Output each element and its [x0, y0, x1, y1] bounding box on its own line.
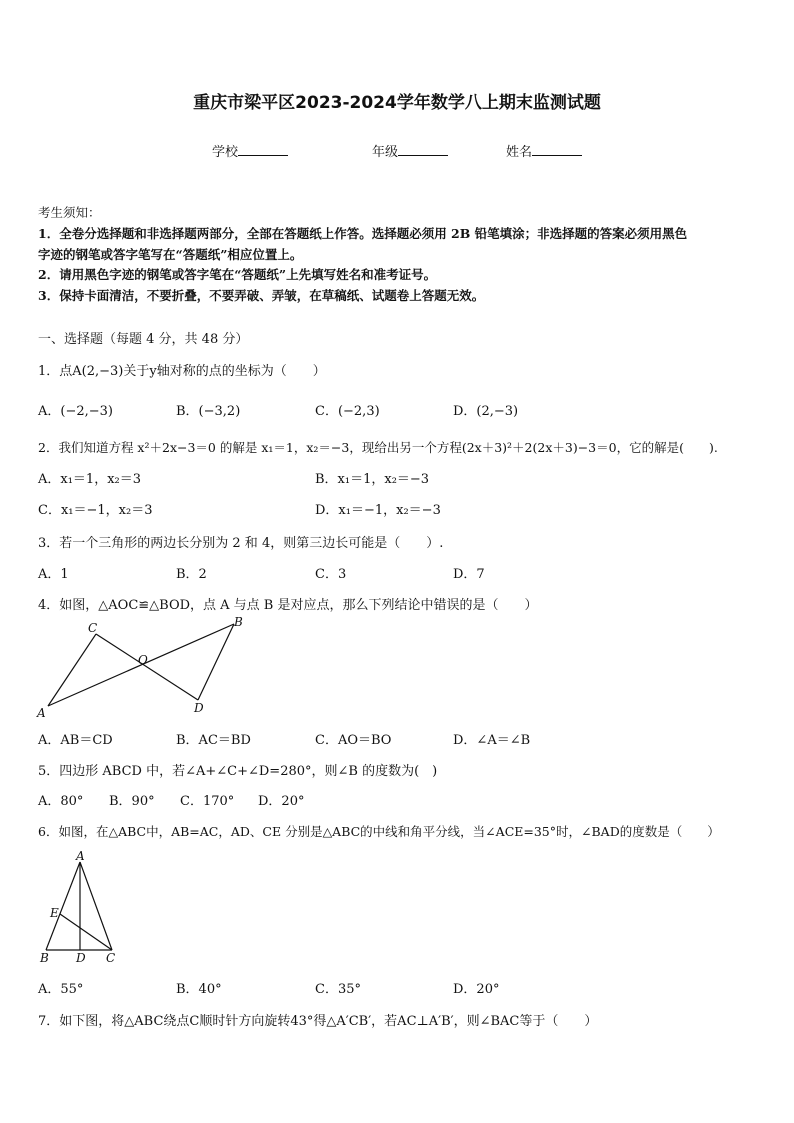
- label-a: A: [37, 706, 46, 720]
- label-d: D: [76, 951, 86, 965]
- q2-option-b[interactable]: B．x₁＝1，x₂＝−3: [315, 472, 430, 487]
- question-7-stem: 7．如下图，将△ABC绕点C顺时针方向旋转43°得△A′CB′，若AC⊥A′B′，则∠BAC等于（ ）: [38, 1014, 598, 1029]
- q3-option-b[interactable]: B．2: [176, 567, 207, 582]
- q3-option-d[interactable]: D．7: [453, 567, 485, 582]
- notice-heading: 考生须知：: [38, 205, 101, 220]
- label-b: B: [40, 951, 49, 965]
- notice-item-1b: 字迹的钢笔或答字笔写在“答题纸”相应位置上。: [38, 247, 303, 262]
- q6-option-d[interactable]: D．20°: [453, 982, 500, 997]
- notice-item-3: 3．保持卡面清洁，不要折叠，不要弄破、弄皱，在草稿纸、试题卷上答题无效。: [38, 288, 485, 303]
- segment-ce: [60, 914, 112, 950]
- q6-figure: [38, 850, 122, 966]
- name-blank: [532, 143, 582, 156]
- name-label: 姓名: [506, 145, 533, 160]
- q4-option-d[interactable]: D．∠A＝∠B: [453, 733, 531, 748]
- label-c: C: [88, 621, 98, 635]
- grade-blank: [398, 143, 448, 156]
- q1-option-d[interactable]: D．(2,−3): [453, 404, 519, 419]
- label-o: O: [138, 653, 148, 667]
- q4-figure: [34, 612, 252, 722]
- school-field: [212, 141, 288, 160]
- question-3-stem: 3．若一个三角形的两边长分别为 2 和 4，则第三边长可能是（ ）.: [38, 536, 444, 551]
- q5-option-d[interactable]: D．20°: [258, 794, 305, 809]
- q6-option-c[interactable]: C．35°: [315, 982, 361, 997]
- q3-option-a[interactable]: A．1: [38, 567, 69, 582]
- label-c: C: [106, 951, 116, 965]
- school-blank: [238, 143, 288, 156]
- q5-option-b[interactable]: B．90°: [109, 794, 155, 809]
- label-a: A: [76, 850, 85, 863]
- q2-option-d[interactable]: D．x₁＝−1，x₂＝−3: [315, 503, 441, 518]
- segment-cd: [96, 634, 198, 700]
- q1-option-b[interactable]: B．(−3,2): [176, 404, 241, 419]
- label-e: E: [50, 906, 59, 920]
- name-field: [506, 141, 582, 160]
- q5-option-a[interactable]: A．80°: [38, 794, 84, 809]
- q2-option-c[interactable]: C．x₁＝−1，x₂＝3: [38, 503, 153, 518]
- label-d: D: [194, 701, 204, 715]
- segment-ac: [80, 862, 112, 950]
- q4-option-a[interactable]: A．AB＝CD: [38, 733, 113, 748]
- grade-label: 年级: [372, 145, 399, 160]
- notice-item-2: 2．请用黑色字迹的钢笔或答字笔在“答题纸”上先填写姓名和准考证号。: [38, 267, 437, 282]
- question-6-stem: 6．如图，在△ABC中，AB=AC，AD、CE 分别是△ABC的中线和角平分线，当∠ACE=35°时，∠BAD的度数是（ ）: [38, 824, 720, 839]
- page-title: 重庆市梁平区2023-2024学年数学八上期末监测试题: [193, 93, 601, 113]
- question-5-stem: 5．四边形 ABCD 中，若∠A+∠C+∠D=280°，则∠B 的度数为( ): [38, 764, 438, 779]
- q3-option-c[interactable]: C．3: [315, 567, 347, 582]
- q1-option-c[interactable]: C．(−2,3): [315, 404, 380, 419]
- question-4-stem: 4．如图，△AOC≌△BOD，点 A 与点 B 是对应点，那么下列结论中错误的是（ ）: [38, 598, 538, 613]
- question-2-stem: 2．我们知道方程 x²＋2x−3＝0 的解是 x₁＝1，x₂＝−3，现给出另一个方程(2x＋3)²＋2(2x＋3)−3＝0，它的解是( ).: [38, 440, 718, 455]
- q1-option-a[interactable]: A．(−2,−3): [38, 404, 113, 419]
- school-label: 学校: [212, 145, 239, 160]
- q4-option-b[interactable]: B．AC＝BD: [176, 733, 251, 748]
- grade-field: [372, 141, 448, 160]
- q5-option-c[interactable]: C．170°: [180, 794, 235, 809]
- notice-item-1a: 1．全卷分选择题和非选择题两部分，全部在答题纸上作答。选择题必须用 2B 铅笔填涂；非选择题的答案必须用黑色: [38, 226, 688, 241]
- q4-option-c[interactable]: C．AO＝BO: [315, 733, 392, 748]
- label-b: B: [234, 615, 243, 629]
- question-1-stem: 1．点A(2,−3)关于y轴对称的点的坐标为（ ）: [38, 364, 326, 379]
- q6-option-a[interactable]: A．55°: [38, 982, 84, 997]
- segment-bd: [198, 624, 234, 700]
- q2-option-a[interactable]: A．x₁＝1，x₂＝3: [38, 472, 142, 487]
- section-heading: 一、选择题（每题 4 分，共 48 分）: [38, 332, 249, 347]
- q6-option-b[interactable]: B．40°: [176, 982, 222, 997]
